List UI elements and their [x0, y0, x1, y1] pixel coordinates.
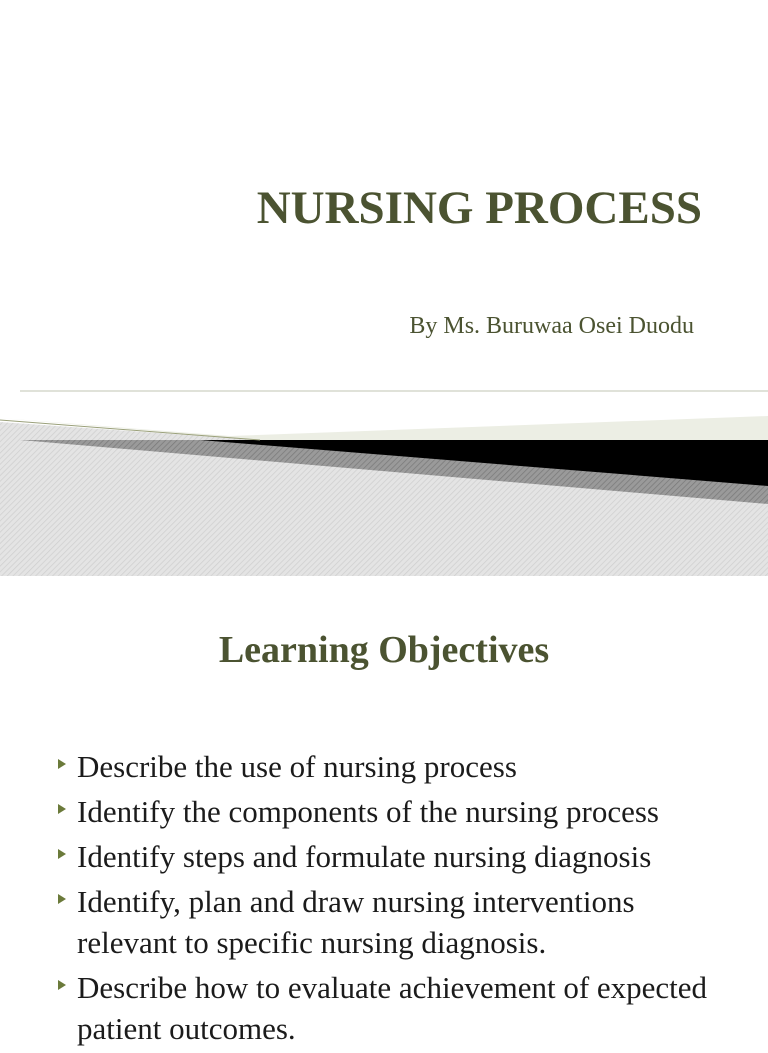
objectives-heading: Learning Objectives [218, 629, 550, 671]
list-item-text: Identify the components of the nursing process [77, 794, 659, 829]
list-item [0, 746, 768, 787]
triangle-right-icon [58, 980, 66, 990]
slide-title: NURSING PROCESS [256, 182, 702, 234]
list-item [0, 967, 768, 1049]
list-item-text: Identify steps and formulate nursing diagnosis [77, 839, 652, 874]
list-item-text: Describe how to evaluate achievement of expected patient outcomes. [77, 970, 708, 1046]
list-item-text: Identify, plan and draw nursing interventions relevant to specific nursing diagnosis. [77, 884, 635, 960]
list-item [0, 881, 768, 963]
triangle-right-icon [58, 759, 66, 769]
list-item [0, 791, 768, 832]
triangle-right-icon [58, 849, 66, 859]
objectives-slide [0, 576, 768, 1046]
slide-subtitle: By Ms. Buruwaa Osei Duodu [409, 313, 694, 339]
triangle-right-icon [58, 894, 66, 904]
list-item-text: Describe the use of nursing process [77, 749, 517, 784]
objectives-list [0, 746, 768, 1053]
list-item [0, 836, 768, 877]
triangle-right-icon [58, 804, 66, 814]
